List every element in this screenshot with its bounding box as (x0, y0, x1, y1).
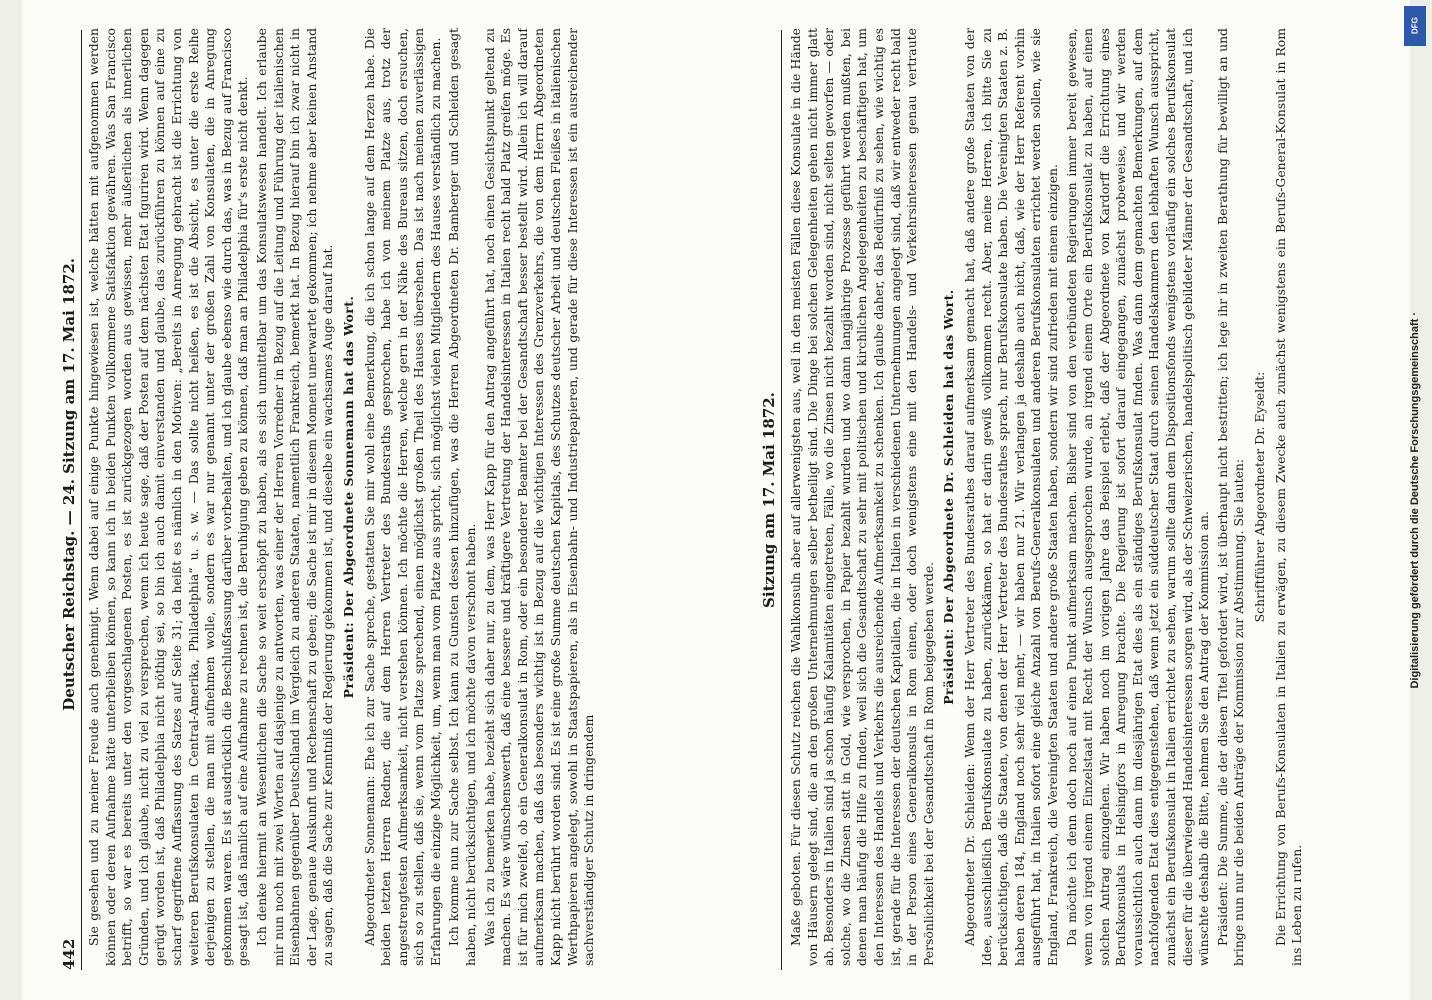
paragraph: Da möchte ich denn doch noch auf einen Punkt aufmerksam machen. Bisher sind von den verbündeten Regierungen immer bereit gewesen, wenn von irgend einem Einzelstaat mit Recht der Wunsch ausgesprochen wurde, an irgend einem Orte ein Berufskonsulat zu haben, auf einen solchen Antrag einzugehen. Wir haben noch im vorigen Jahre das Beispiel erlebt, daß der Abgeordnete von Kardorff die Errichtung eines Berufskonsulats in Helsingfors in Anregung brachte. Die Regierung ist sofort darauf eingegangen, zunächst probeweise, und wir werden voraussichtlich auch dann im diesjährigen Etat dies als ein ständiges Berufskonsulat finden. Was dann dem gemachten Bemerkungen, auf dem nachfolgenden Etat dies entgegenstehen, daß wenn jetzt ein süddeutscher Staat durch seinen Handelskammern den lebhaften Wunsch ausspricht, zunächst ein Berufskonsulat in Italien errichtet zu sehen, warum sollte dann dem Dispositionsfonds wenigstens vorläufig ein solches Berufskonsulat dieser für die überwiegend Handelsinteressen sorgen wird, als der Schweizerischen, handelspolitisch gebildeter Männer der Gesandtschaft, und ich wünschte deshalb die Bitte, nehmen Sie den Antrag der Kommission an. (1063, 28, 1212, 966)
speaker-line: Präsident: Der Abgeordnete Sonnemann hat das Wort. (340, 295, 356, 699)
paragraph: Abgeordneter Dr. Schleiden: Wenn der Herr Vertreter des Bundesrathes darauf aufmerksam gemacht hat, daß andere große Staaten von der Idee, ausschließlich Berufskonsulate zu haben, zurückkämen, so hat er darin gewiß vollkommen recht. Aber, meine Herren, ich bitte Sie zu berücksichtigen, daß die Staaten, von denen der Herr Vertreter des Bundesrathes sprach, nur Berufskonsulate haben. Die Vereinigten Staaten z. B. haben deren 184, England noch sehr viel mehr, — wir haben nur 21. Wir verlangen ja deshalb auch nicht, daß, wie der Herr Referent vorhin ausgeführt hat, in Italien sofort eine gleiche Anzahl von Berufs-Generalkonsulaten und anderen Berufskonsulaten errichtet werden sollen, wie sie England, Frankreich, die Vereinigten Staaten und andere große Staaten haben, sondern wir sind zufrieden mit einem einzigen. (961, 28, 1060, 966)
running-title: Deutscher Reichstag. — 24. Sitzung am 17. Mai 1872. (60, 258, 78, 711)
paragraph: Was ich zu bemerken habe, bezieht sich daher nur, zu dem, was Herr Kapp für den Antrag angeführt hat, noch einen Gesichtspunkt geltend zu machen. Es wäre wünschenswerth, daß eine bessere und kräftigere Vertretung der Handelsinteressen in Italien recht bald Platz greifen möge. Es ist für mich zweifel, ob ein Generalkonsulat in Rom, oder ein besonderer Beamter bei der Gesandtschaft besser bestellt wird. Allein ich will darauf aufmerksam machen, daß das besonders wichtig ist in Bezug auf die wichtigen Interessen des Grenzverkehrs, die von dem Herrn Abgeordneten Kapp nicht berührt worden sind. Es ist eine große Summe deutschen Kapitals, des Schutzes deutscher Arbeit und deutschen Fleißes in italienischen Werthpapieren angelegt, sowohl in Staatspapieren, als in Eisenbahn- und Industriepapieren, und gerade für diese Interessen ist ein ausreichender sachverständiger Schutz in dringendem (481, 28, 597, 966)
paragraph: Ich komme nun zur Sache selbst. Ich kann zu Gunsten dessen hinzufügen, was die Herren Abgeordneten Dr. Bamberger und Schleiden gesagt haben, nicht berücksichtigen, und ich möchte davon verschont haben. (446, 28, 479, 966)
scan-margin-top (0, 0, 22, 1000)
digitization-credit (1398, 0, 1432, 1000)
paragraph: Ich denke hiermit an Wesentlichen die Sache so weit erschöpft zu haben, als es sich unmittelbar um das Konsulatswesen handelt. Ich erlaube mir nun noch mit zwei Worten auf dasjenige zu antworten, was einer der Herren Vorredner in Bezug auf die Leitung und Führung der italienischen Eisenbahnen gegenüber Deutschland im Vergleich zu anderen Staaten, namentlich Frankreich, bemerkt hat. In Bezug hierauf bin ich zwar nicht in der Lage, genaue Auskunft und Rechenschaft zu geben; die Sache ist mir in diesem Moment unerwartet gekommen; ich nehme aber keinen Anstand zu sagen, daß die Sache zur Kenntniß der Regierung gekommen ist, und dieselbe ein wachsames Auge darauf hat. (253, 28, 336, 966)
motion-text: Die Errichtung von Berufs-Konsulaten in Italien zu erwägen, zu diesem Zwecke auch zunächst wenigstens ein Berufs-General-Konsulat in Rom ins Leben zu rufen. (1272, 28, 1305, 966)
page-header-right (752, 30, 782, 970)
running-title-right: Sitzung am 17. Mai 1872. (760, 392, 778, 608)
text-column-left (86, 28, 726, 966)
secretary-line: Schriftführer Abgeordneter Dr. Eyseldt: (1252, 371, 1268, 623)
page-number: 442 (60, 938, 78, 970)
text-column-right (788, 28, 1393, 966)
paragraph: Maße geboten. Für diesen Schutz reichen die Wahlkonsuln aber auf allerwenigsten aus, weil in den meisten Fällen diese Konsulate in die Hände von Häusern gelegt sind, die an den großen Unternehmungen selber betheiligt sind. Die Dinge bei solchen Gelegenheiten gehen nicht immer glatt ab. Besonders in Italien sind ja schon häufig Kalamitäten eingetreten, Fälle, wo die Zinsen nicht bezahlt worden sind, nicht selten geworfen — oder solche, wo die Zinsen statt in Gold, wie versprochen, in Papier bezahlt wurden und wo dann langjährige Prozesse geführt werden mußten, bei denen man häufig die Hilfe zu finden, weil sich die Gesandtschaft zu sehr mit politischen und kirchlichen Angelegenheiten zu beschäftigen hat, um den Interessen des Handels und Verkehrs die ausreichende Aufmerksamkeit zu schenken. Ich glaube daher, das Bedürfniß zu sehen, wie wichtig es ist, gerade für die Interessen der deutschen Kapitalien, die in Italien in verschiedenen Unternehmungen angelegt sind, daß wir entweder recht bald in der Person eines Generalkonsuls in Rom einen, oder doch wenigstens eine mit den Handels- und Verkehrsinteressen genau vertraute Persönlichkeit bei der Gesandtschaft in Rom beigegeben werde. (788, 28, 936, 966)
page-header-left (52, 30, 82, 970)
dfg-logo: DFG (1404, 6, 1426, 46)
credit-text: Digitalisierung gefördert durch die Deutsche Forschungsgemeinschaft · (1409, 311, 1421, 689)
paragraph: Sie gesehen und zu meiner Freude auch genehmigt. Wenn dabei auf einige Punkte hingewiesen ist, welche hätten mit aufgenommen werden können oder deren Aufnahme hätte unterbleiben können, so kann ich in beiden Punkten vollkommene Satisfaktion gewähren. Was San Francisco betrifft, so war es bereits unter den vorgeschlagenen Posten, es ist zurückgezogen worden aus gewissen, mehr äußerlichen als innerlichen Gründen, und ich glaube, nicht zu viel zu versprechen, wenn ich heute sage, daß der Posten auf dem nächsten Etat figuriren wird. Wenn dagegen gerügt worden ist, daß Philadelphia nicht nöthig sei, so bin ich auch damit einverstanden und glaube, das zurückführen zu können auf eine zu scharf gegriffene Auffassung des Satzes auf Seite 31; da heißt es nämlich in den Motiven: „Bereits in Anregung gebracht ist die Errichtung von weiteren Berufskonsulaten in Central-Amerika, Philadelphia“ u. s. w. — Das sollte nicht heißen, es ist die Absicht, es unter die erste Reihe derjenigen zu stellen, die man mit aufnehmen wolle, sondern es war nur genannt unter der großen Zahl von Konsulaten, die in Anregung gekommen waren. Es ist ausdrücklich die Beschlußfassung darüber vorbehalten, und ich glaube ebenso wie durch das, was in Bezug auf Francisco gesagt ist, daß nämlich auf eine Aufnahme zu rechnen ist, die Beruhigung geben zu können, daß man an Philadelphia für's erste nicht denkt. (86, 28, 251, 966)
president-statement: Präsident: Die Summe, die der diesen Titel gefordert wird, ist überhaupt nicht bestritten; ich lege ihr in zweiten Berathung für bewilligt an und bringe nun nur die beiden Anträge der Kommission zur Abstimmung. Sie lauten: (1214, 28, 1247, 966)
paragraph: Abgeordneter Sonnemann: Ehe ich zur Sache spreche, gestatten Sie mir wohl eine Bemerkung, die ich schon lange auf dem Herzen habe. Die beiden letzten Herren Redner, die auf dem Herren Vertreter des Bundesraths gesprochen, habe ich von meinem Platze aus, trotz der angestrengtesten Aufmerksamkeit, nicht verstehen können. Ich möchte die Herren, welche gern in der Nähe des Bureaus sitzen, doch ersuchen, sich so zu stellen, daß sie, wenn vom Platze sprechend, einen möglichst großen Theil des Hauses übersehen. Das ist nach meinen zuverlässigen Erfahrungen die einzige Möglichkeit, um, wenn man vom Platze aus spricht, sich möglichst vielen Mitgliedern des Hauses verständlich zu machen. (361, 28, 443, 966)
speaker-line: Präsident: Der Abgeordnete Dr. Schleiden hat das Wort. (941, 289, 957, 705)
